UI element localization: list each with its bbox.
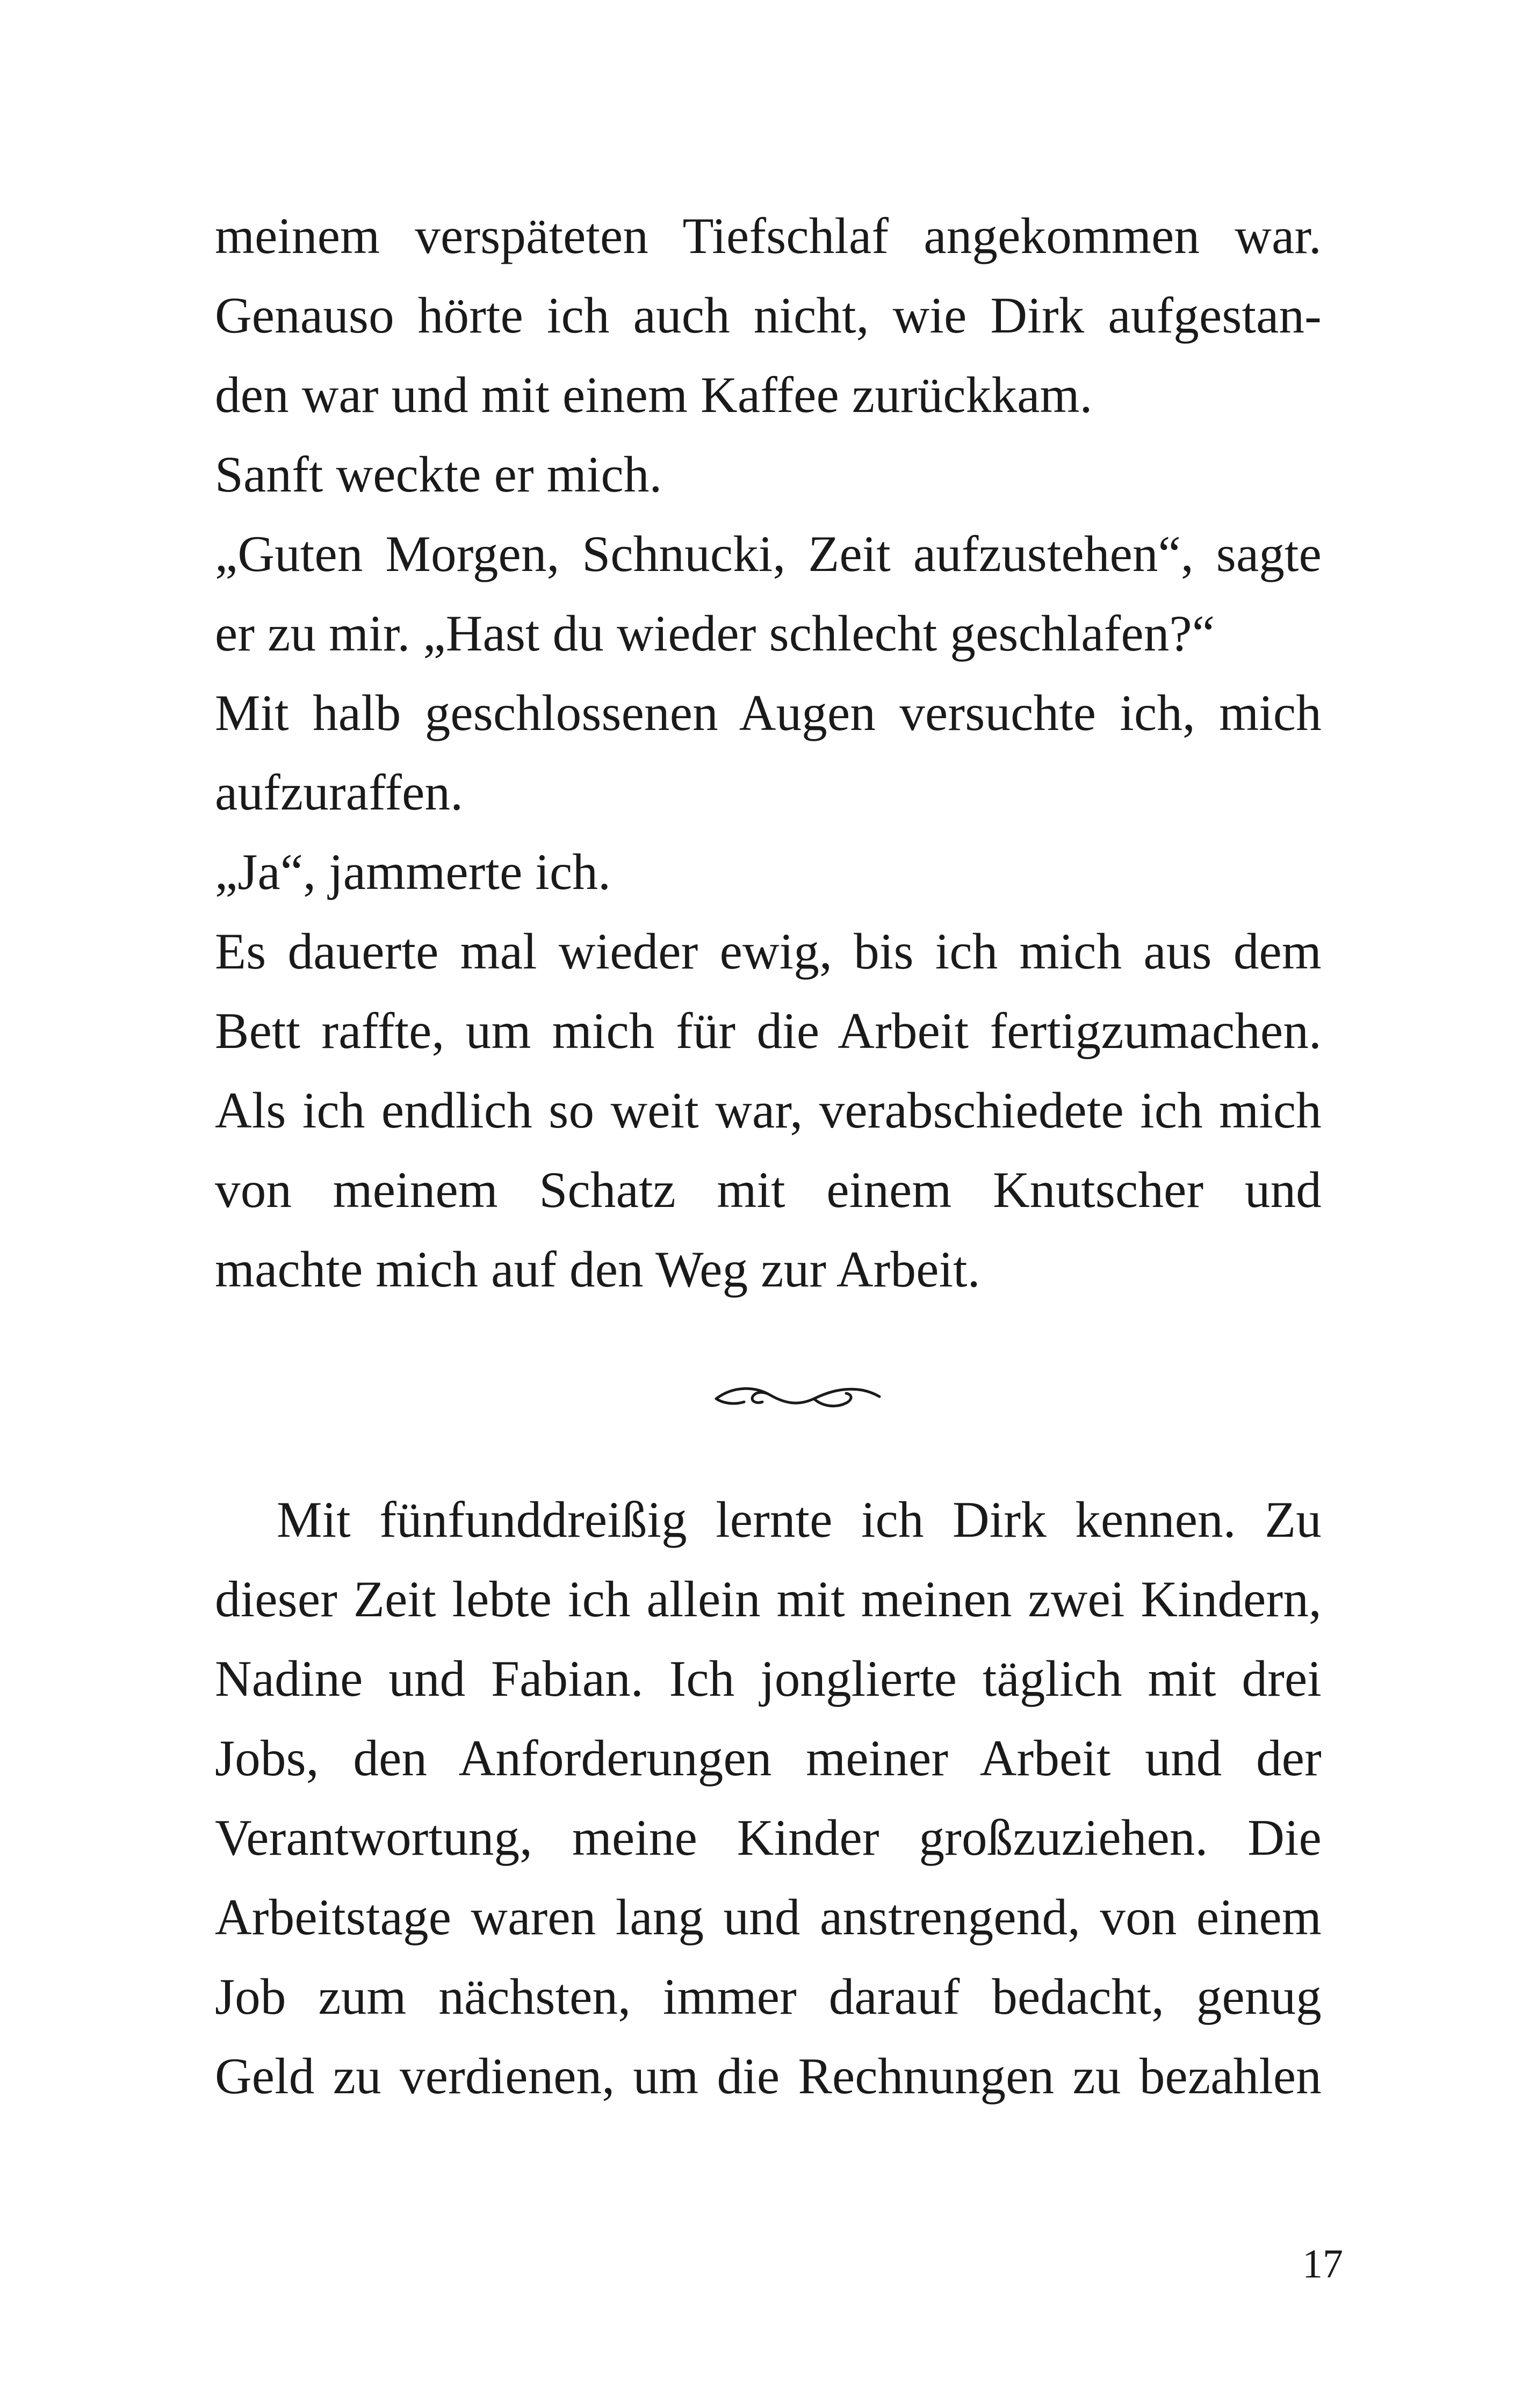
text-line: von meinem Schatz mit einem Knutscher und	[215, 1161, 1322, 1218]
text-line: Es dauerte mal wieder ewig, bis ich mich aus dem	[215, 923, 1322, 980]
text-line: meinem verspäteten Tiefschlaf angekommen war.	[215, 207, 1322, 264]
text-line: „Guten Morgen, Schnucki, Zeit aufzustehen“, sagte	[215, 525, 1322, 582]
text-line: Job zum nächsten, immer darauf bedacht, genug	[215, 1968, 1322, 2025]
text-block-bottom	[215, 1480, 1322, 2116]
text-line: aufzuraffen.	[215, 764, 464, 821]
text-line: Genauso hörte ich auch nicht, wie Dirk aufgestan-	[215, 287, 1322, 344]
text-line: er zu mir. „Hast du wieder schlecht geschlafen?“	[215, 605, 1215, 662]
text-line: Jobs, den Anforderungen meiner Arbeit und der	[215, 1730, 1322, 1787]
text-line: den war und mit einem Kaffee zurückkam.	[215, 366, 1093, 423]
text-line: dieser Zeit lebte ich allein mit meinen zwei Kindern,	[215, 1571, 1322, 1628]
text-line: Geld zu verdienen, um die Rechnungen zu bezahlen	[215, 2048, 1322, 2105]
text-line: Mit halb geschlossenen Augen versuchte ich, mich	[215, 684, 1322, 741]
flourish-icon	[712, 1375, 884, 1418]
text-line: Als ich endlich so weit war, verabschiedete ich mich	[215, 1082, 1322, 1139]
text-line: Mit fünfunddreißig lernte ich Dirk kennen. Zu	[277, 1491, 1322, 1548]
text-line: Sanft weckte er mich.	[215, 446, 662, 503]
text-line: machte mich auf den Weg zur Arbeit.	[215, 1241, 980, 1298]
text-block-top	[215, 196, 1322, 1309]
text-line: „Ja“, jammerte ich.	[215, 843, 611, 900]
text-line: Arbeitstage waren lang und anstrengend, von einem	[215, 1889, 1322, 1946]
text-line: Bett raffte, um mich für die Arbeit fertigzumachen.	[215, 1002, 1322, 1059]
page-number: 17	[1302, 2241, 1343, 2287]
text-line: Nadine und Fabian. Ich jonglierte täglich mit drei	[215, 1650, 1322, 1707]
text-line: Verantwortung, meine Kinder großzuziehen. Die	[215, 1809, 1322, 1866]
